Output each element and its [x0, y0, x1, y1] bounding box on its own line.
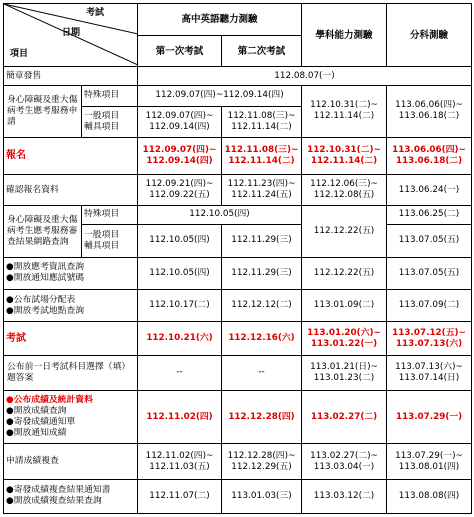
- assignment-label: [4, 290, 138, 322]
- info-query-g1: 112.10.05(四): [138, 257, 222, 289]
- confirm-gsat: [302, 175, 387, 206]
- line-text: 開放成績複查結果查詢: [13, 496, 102, 507]
- bullet-icon: ●: [6, 262, 14, 273]
- assignment-line2: [6, 306, 135, 317]
- review-label: 申請成績複查: [4, 444, 138, 479]
- exam-label: 考試: [4, 322, 138, 356]
- gept-first-header: 第一次考試: [138, 36, 222, 67]
- assignment-ast: 113.07.09(二): [387, 290, 472, 322]
- line-text: 公布成績及統計資料: [13, 395, 93, 405]
- date-line: 112.11.08(三)~: [227, 110, 296, 121]
- date-line: 113.07.13(六)~: [395, 361, 463, 372]
- bullet-icon: ●: [6, 273, 14, 284]
- date-line: 112.09.22(五): [149, 190, 210, 201]
- disabled-result-ast-general: 113.07.05(五): [387, 224, 472, 257]
- scores-line3: [6, 417, 135, 428]
- line-text: 開放考試地點查詢: [13, 305, 85, 316]
- gept-second-header: 第二次考試: [222, 36, 302, 67]
- review-result-ast: 113.08.08(四): [387, 479, 472, 513]
- exam-schedule-table: [3, 3, 472, 514]
- line-text: 公布試場分配表: [13, 294, 76, 305]
- date-line: 112.09.07(四)~: [142, 144, 217, 155]
- date-line: 113.06.06(四)~: [392, 144, 466, 155]
- disabled-apply-gsat: [302, 85, 387, 137]
- brochure-date: 112.08.07(一): [138, 67, 472, 86]
- date-line: 112.09.14(四): [149, 121, 210, 132]
- line-text: 開放通知成績: [13, 428, 67, 438]
- disabled-result-g2: 112.11.29(三): [222, 224, 302, 257]
- disabled-apply-special-label: 特殊項目: [82, 85, 138, 106]
- scores-g1: 112.11.02(四): [138, 390, 222, 444]
- bullet-icon: ●: [6, 406, 14, 416]
- gept-header: 高中英語聽力測驗: [138, 4, 302, 36]
- subject-select-label: 公布前一日考試科目選擇（填）題答案: [4, 356, 138, 390]
- subject-select-g2: --: [222, 356, 302, 390]
- info-query-g2: 112.11.29(三): [222, 257, 302, 289]
- confirm-label: 確認報名資料: [4, 175, 138, 206]
- assignment-gsat: 113.01.09(二): [302, 290, 387, 322]
- scores-gsat: 113.02.27(二): [302, 390, 387, 444]
- date-line: 112.11.23(四)~: [227, 179, 296, 190]
- disabled-result-gsat: 112.12.22(五): [302, 206, 387, 258]
- header-corner-cell: [4, 4, 138, 67]
- date-line: 112.11.08(三)~: [224, 144, 299, 155]
- info-query-ast: 113.07.05(五): [387, 257, 472, 289]
- bullet-icon: ●: [6, 417, 14, 427]
- line-text: 寄發成績複查結果通知書: [13, 485, 111, 496]
- bullet-icon: ●: [6, 496, 14, 507]
- disabled-apply-label: 身心障礙及重大傷病考生應考服務申請: [4, 85, 82, 137]
- date-line: 113.01.23(二): [313, 372, 375, 383]
- review-result-g2: 113.01.03(三): [222, 479, 302, 513]
- date-line: 113.01.20(六)~: [307, 327, 381, 338]
- register-ast: [387, 137, 472, 174]
- date-line: 112.12.08(五): [313, 190, 375, 201]
- date-line: 112.12.29(五): [231, 461, 292, 472]
- disabled-result-special-gept: 112.10.05(四): [138, 206, 302, 225]
- ast-header: 分科測驗: [387, 4, 472, 67]
- exam-g1: 112.10.21(六): [138, 322, 222, 356]
- assignment-g2: 112.12.12(二): [222, 290, 302, 322]
- review-g2: [222, 444, 302, 479]
- date-line: 112.11.24(五): [231, 190, 292, 201]
- subject-select-gsat: [302, 356, 387, 390]
- date-line: 112.11.02(四)~: [145, 450, 214, 461]
- disabled-apply-general-label: [82, 106, 138, 137]
- date-line: 113.07.29(一)~: [395, 450, 463, 461]
- date-line: 113.02.27(二)~: [310, 450, 378, 461]
- disabled-apply-ast: [387, 85, 472, 137]
- review-result-line1: [6, 485, 135, 496]
- corner-exam-label: 考試: [86, 8, 105, 18]
- exam-gsat: [302, 322, 387, 356]
- scores-line4: [6, 428, 135, 439]
- info-query-line2: [6, 273, 135, 284]
- scores-line2: [6, 406, 135, 417]
- date-line: 113.07.14(日): [398, 372, 460, 383]
- date-line: 113.01.22(一): [310, 338, 378, 349]
- review-result-g1: 112.11.07(二): [138, 479, 222, 513]
- date-line: 112.12.06(三)~: [310, 179, 378, 190]
- line-text: 開放通知應試號碼: [13, 273, 85, 284]
- bullet-icon: ●: [6, 428, 14, 438]
- info-query-gsat: 112.12.22(五): [302, 257, 387, 289]
- review-result-gsat: 113.03.12(二): [302, 479, 387, 513]
- review-result-label: [4, 479, 138, 513]
- disabled-result-special-label: 特殊項目: [82, 206, 138, 225]
- scores-g2: 112.12.28(四): [222, 390, 302, 444]
- scores-line1: [6, 395, 135, 406]
- confirm-ast: 113.06.24(一): [387, 175, 472, 206]
- scores-label: [4, 390, 138, 444]
- confirm-g2: [222, 175, 302, 206]
- review-ast: [387, 444, 472, 479]
- date-line: 112.11.14(二): [228, 155, 295, 166]
- brochure-label: 簡章發售: [4, 67, 138, 86]
- register-g1: [138, 137, 222, 174]
- assignment-g1: 112.10.17(二): [138, 290, 222, 322]
- line-text: 開放應考資訊查詢: [13, 262, 85, 273]
- date-line: 113.07.12(五)~: [392, 327, 466, 338]
- disabled-result-label: 身心障礙及重大傷病考生應考服務審查結果網路查詢: [4, 206, 82, 258]
- register-gsat: [302, 137, 387, 174]
- date-line: 112.11.03(五): [149, 461, 210, 472]
- register-g2: [222, 137, 302, 174]
- date-line: 112.09.14(四): [146, 155, 213, 166]
- date-line: 112.11.14(二): [313, 111, 375, 122]
- corner-date-label: 日期: [62, 28, 81, 38]
- date-line: 112.10.31(二)~: [310, 100, 378, 111]
- date-line: 113.03.04(一): [313, 461, 375, 472]
- disabled-result-ast-special: 113.06.25(二): [387, 206, 472, 225]
- date-line: 112.10.31(二)~: [307, 144, 381, 155]
- label-line: 輔具項目: [84, 121, 120, 132]
- bullet-icon: ●: [6, 485, 14, 496]
- disabled-apply-general-g1: [138, 106, 222, 137]
- label-line: 一般項目: [84, 110, 120, 121]
- label-line: 輔具項目: [84, 240, 120, 251]
- label-line: 一般項目: [84, 229, 120, 240]
- date-line: 112.11.14(二): [310, 155, 378, 166]
- bullet-icon: ●: [6, 305, 14, 316]
- date-line: 113.06.06(四)~: [395, 100, 463, 111]
- date-line: 113.08.01(四): [398, 461, 460, 472]
- date-line: 113.01.21(日)~: [310, 361, 378, 372]
- line-text: 寄發成績通知單: [13, 417, 76, 427]
- register-label: 報名: [4, 137, 138, 174]
- line-text: 開放成績查詢: [13, 406, 67, 416]
- exam-ast: [387, 322, 472, 356]
- exam-g2: 112.12.16(六): [222, 322, 302, 356]
- review-g1: [138, 444, 222, 479]
- bullet-icon: ●: [6, 294, 14, 305]
- bullet-icon: ●: [6, 395, 14, 405]
- info-query-line1: [6, 262, 135, 273]
- confirm-g1: [138, 175, 222, 206]
- date-line: 112.09.07(四)~: [145, 110, 214, 121]
- review-result-line2: [6, 496, 135, 507]
- date-line: 112.11.14(二): [231, 121, 292, 132]
- disabled-apply-general-g2: [222, 106, 302, 137]
- disabled-result-g1: 112.10.05(四): [138, 224, 222, 257]
- review-gsat: [302, 444, 387, 479]
- corner-item-label: 項目: [10, 49, 29, 59]
- subject-select-g1: --: [138, 356, 222, 390]
- date-line: 112.09.21(四)~: [145, 179, 214, 190]
- date-line: 112.12.28(四)~: [227, 450, 296, 461]
- subject-select-ast: [387, 356, 472, 390]
- assignment-line1: [6, 295, 135, 306]
- date-line: 113.07.13(六): [395, 338, 463, 349]
- info-query-label: [4, 257, 138, 289]
- disabled-apply-special-gept: 112.09.07(四)~112.09.14(四): [138, 85, 302, 106]
- date-line: 113.06.18(二): [395, 155, 463, 166]
- scores-ast: 113.07.29(一): [387, 390, 472, 444]
- date-line: 113.06.18(二): [398, 111, 460, 122]
- disabled-result-general-label: [82, 224, 138, 257]
- gsat-header: 學科能力測驗: [302, 4, 387, 67]
